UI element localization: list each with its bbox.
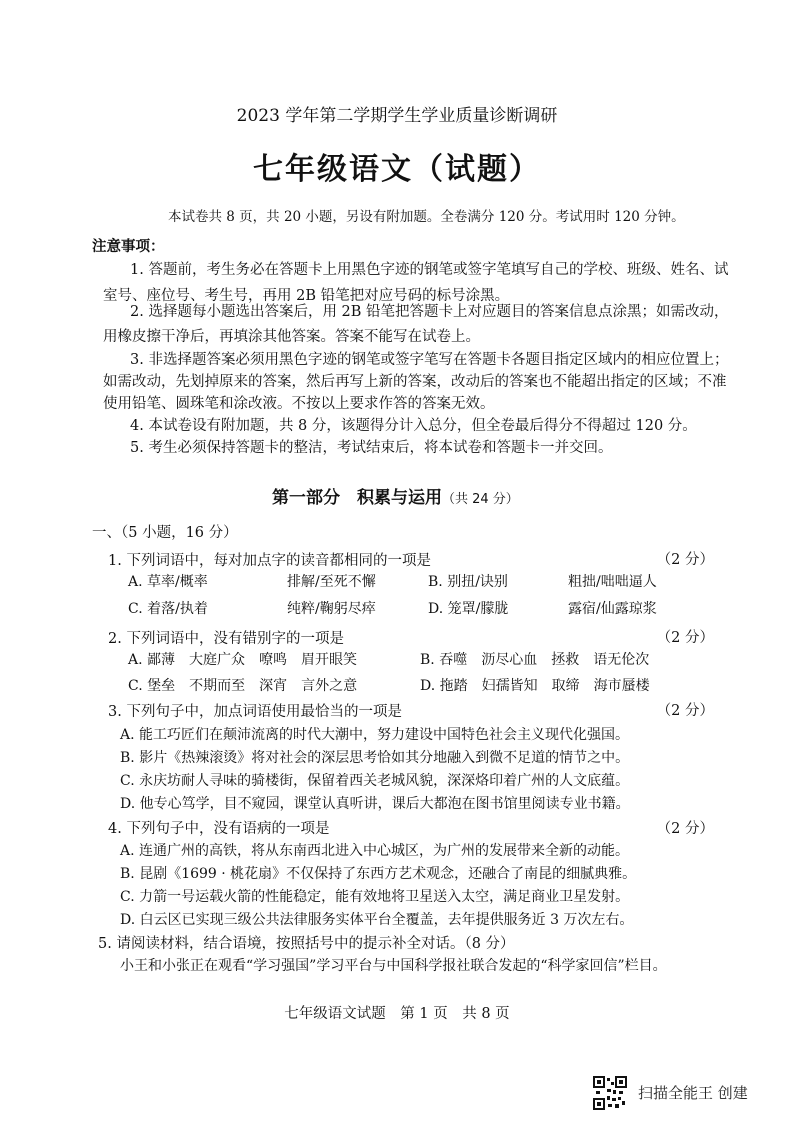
section-heading: 一、（5 小题，16 分）: [92, 525, 238, 541]
notice-line: 1. 答题前，考生务必在答题卡上用黑色字迹的钢笔或签字笔填写自己的学校、班级、姓名、试: [130, 262, 729, 278]
question-4-score: （2 分）: [656, 821, 714, 837]
option-d: D. 他专心笃学，目不窥园，课堂认真听讲，课后大都泡在图书馆里阅读专业书籍。: [120, 796, 630, 812]
option-a-2: 排解/至死不懈: [287, 574, 376, 590]
notice-line: 3. 非选择题答案必须用黑色字迹的钢笔或签字笔写在答题卡各题目指定区域内的相应位置上；: [130, 352, 729, 368]
option-c-1: C. 着落/执着: [128, 601, 208, 617]
part-title: [272, 483, 519, 508]
option-d-2: 露宿/仙露琼浆: [568, 601, 657, 617]
watermark-text: 扫描全能王 创建: [638, 1084, 748, 1102]
question-2-stem: 2. 下列词语中，没有错别字的一项是: [108, 631, 344, 647]
option-a: A. 能工巧匠们在颠沛流离的时代大潮中，努力建设中国特色社会主义现代化强国。: [120, 727, 630, 743]
notice-line: 使用铅笔、圆珠笔和涂改液。不按以上要求作答的答案无效。: [103, 396, 495, 412]
option-b: B. 吞噬 沥尽心血 拯救 语无伦次: [420, 652, 650, 668]
part-points: （共 24 分）: [442, 492, 519, 507]
notice-line: 室号、座位号、考生号，再用 2B 铅笔把对应号码的标号涂黑。: [103, 288, 510, 304]
page-footer: 七年级语文试题 第 1 页 共 8 页: [284, 1006, 510, 1022]
option-d: D. 白云区已实现三级公共法律服务实体平台全覆盖，去年提供服务近 3 万次左右。: [120, 912, 634, 928]
option-d-1: D. 笼罩/朦胧: [428, 601, 509, 617]
option-a: A. 连通广州的高铁，将从东南西北进入中心城区，为广州的发展带来全新的动能。: [120, 843, 630, 859]
question-3-score: （2 分）: [656, 703, 714, 719]
notice-line: 2. 选择题每小题选出答案后，用 2B 铅笔把答题卡上对应题目的答案信息点涂黑；如需改动，: [130, 304, 729, 320]
question-1-score: （2 分）: [656, 552, 714, 568]
option-a-1: A. 草率/概率: [128, 574, 208, 590]
option-a: A. 鄙薄 大庭广众 嘹鸣 眉开眼笑: [128, 652, 358, 668]
option-d: D. 拖踏 妇孺皆知 取缔 海市蜃楼: [420, 678, 650, 694]
question-1-stem: 1. 下列词语中，每对加点字的读音都相同的一项是: [108, 553, 431, 569]
part-title-text: 第一部分 积累与运用: [272, 488, 442, 508]
option-b-1: B. 别扭/诀别: [428, 574, 508, 590]
question-5-text: 小王和小张正在观看“学习强国”学习平台与中国科学报社联合发起的“科学家回信”栏目。: [120, 958, 667, 974]
notice-line: 用橡皮擦干净后，再填涂其他答案。答案不能写在试卷上。: [103, 329, 480, 345]
option-c: C. 永庆坊耐人寻味的骑楼街，保留着西关老城风貌，深深烙印着广州的人文底蕴。: [120, 773, 630, 789]
option-b: B. 影片《热辣滚烫》将对社会的深层思考恰如其分地融入到微不足道的情节之中。: [120, 750, 630, 766]
notice-line: 如需改动，先划掉原来的答案，然后再写上新的答案，改动后的答案也不能超出指定的区域；不准: [103, 374, 727, 390]
qr-code-icon: [593, 1076, 627, 1114]
notice-line: 4. 本试卷设有附加题，共 8 分，该题得分计入总分，但全卷最后得分不得超过 120 分。: [130, 418, 697, 434]
exam-title: 七年级语文（试题）: [253, 152, 541, 187]
question-2-score: （2 分）: [656, 630, 714, 646]
option-b: B. 昆剧《1699 · 桃花扇》不仅保持了东西方艺术观念，还融合了南昆的细腻典雅。: [120, 866, 637, 882]
exam-subtitle: 2023 学年第二学期学生学业质量诊断调研: [236, 106, 558, 126]
option-c-2: 纯粹/鞠躬尽瘁: [287, 601, 376, 617]
exam-intro: 本试卷共 8 页，共 20 小题，另设有附加题。全卷满分 120 分。考试用时 120 分钟。: [168, 209, 685, 225]
question-4-stem: 4. 下列句子中，没有语病的一项是: [108, 821, 330, 837]
option-c: C. 堡垒 不期而至 深宵 言外之意: [128, 678, 358, 694]
question-3-stem: 3. 下列句子中，加点词语使用最恰当的一项是: [108, 704, 402, 720]
notice-line: 5. 考生必须保持答题卡的整洁，考试结束后，将本试卷和答题卡一并交回。: [130, 440, 613, 456]
notice-heading: 注意事项：: [92, 239, 165, 255]
question-5-stem: 5. 请阅读材料，结合语境，按照括号中的提示补全对话。（8 分）: [98, 936, 515, 952]
option-c: C. 力箭一号运载火箭的性能稳定，能有效地将卫星送入太空，满足商业卫星发射。: [120, 889, 630, 905]
option-b-2: 粗拙/咄咄逼人: [568, 574, 657, 590]
